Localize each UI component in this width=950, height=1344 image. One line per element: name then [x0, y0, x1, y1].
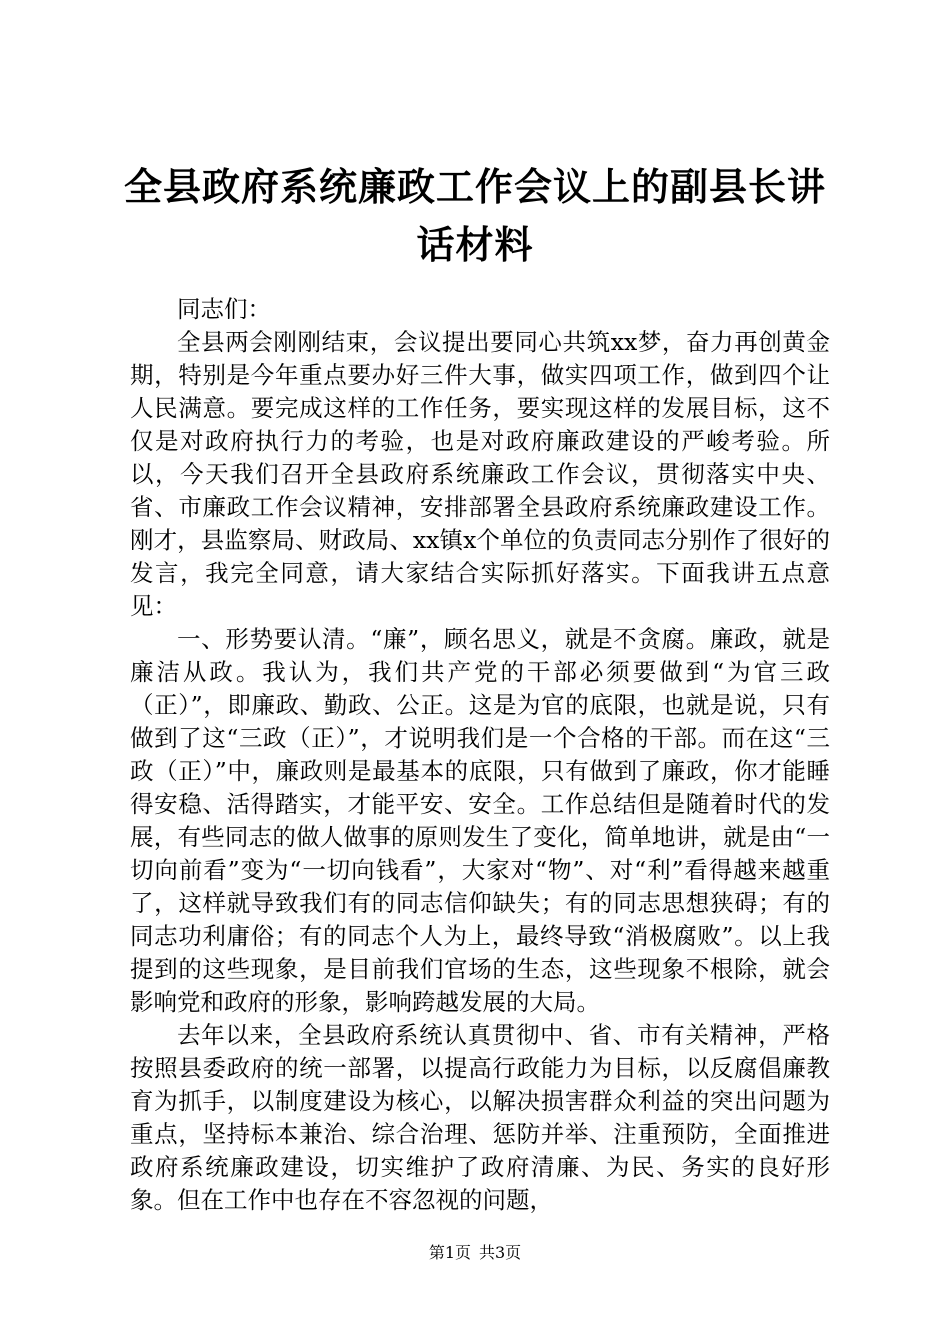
- paragraph: 全县两会刚刚结束，会议提出要同心共筑xx梦，奋力再创黄金期，特别是今年重点要办好三件大事，做实四项工作，做到四个让人民满意。要完成这样的工作任务，要实现这样的发展目标，这不仅是对政府执行力的考验，也是对政府廉政建设的严峻考验。所以，今天我们召开全县政府系统廉政工作会议，贯彻落实中央、省、市廉政工作会议精神，安排部署全县政府系统廉政建设工作。刚才，县监察局、财政局、xx镇x个单位的负责同志分别作了很好的发言，我完全同意，请大家结合实际抓好落实。下面我讲五点意见：: [130, 328, 830, 620]
- paragraph: 去年以来，全县政府系统认真贯彻中、省、市有关精神，严格按照县委政府的统一部署，以提高行政能力为目标，以反腐倡廉教育为抓手，以制度建设为核心，以解决损害群众利益的突出问题为重点，坚持标本兼治、综合治理、惩防并举、注重预防，全面推进政府系统廉政建设，切实维护了政府清廉、为民、务实的良好形象。但在工作中也存在不容忽视的问题，: [130, 1021, 830, 1214]
- document-title: 全县政府系统廉政工作会议上的副县长讲话材料: [123, 164, 826, 267]
- salutation: 同志们：: [177, 295, 271, 323]
- page-number: 第1页: [428, 1243, 471, 1262]
- page-total: 共3页: [479, 1243, 522, 1262]
- document-body: [130, 293, 830, 1217]
- page-footer: [0, 1243, 950, 1263]
- paragraph: 一、形势要认清。“廉”，顾名思义，就是不贪腐。廉政，就是廉洁从政。我认为，我们共产党的干部必须要做到“为官三政（正）”，即廉政、勤政、公正。这是为官的底限，也就是说，只有做到了这“三政（正）”，才说明我们是一个合格的干部。而在这“三政（正）”中，廉政则是最基本的底限，只有做到了廉政，你才能睡得安稳、活得踏实，才能平安、安全。工作总结但是随着时代的发展，有些同志的做人做事的原则发生了变化，简单地讲，就是由“一切向前看”变为“一切向钱看”，大家对“物”、对“利”看得越来越重了，这样就导致我们有的同志信仰缺失；有的同志思想狭碍；有的同志功利庸俗；有的同志个人为上，最终导致“消极腐败”。以上我提到的这些现象，是目前我们官场的生态，这些现象不根除，就会影响党和政府的形象，影响跨越发展的大局。: [130, 625, 830, 1016]
